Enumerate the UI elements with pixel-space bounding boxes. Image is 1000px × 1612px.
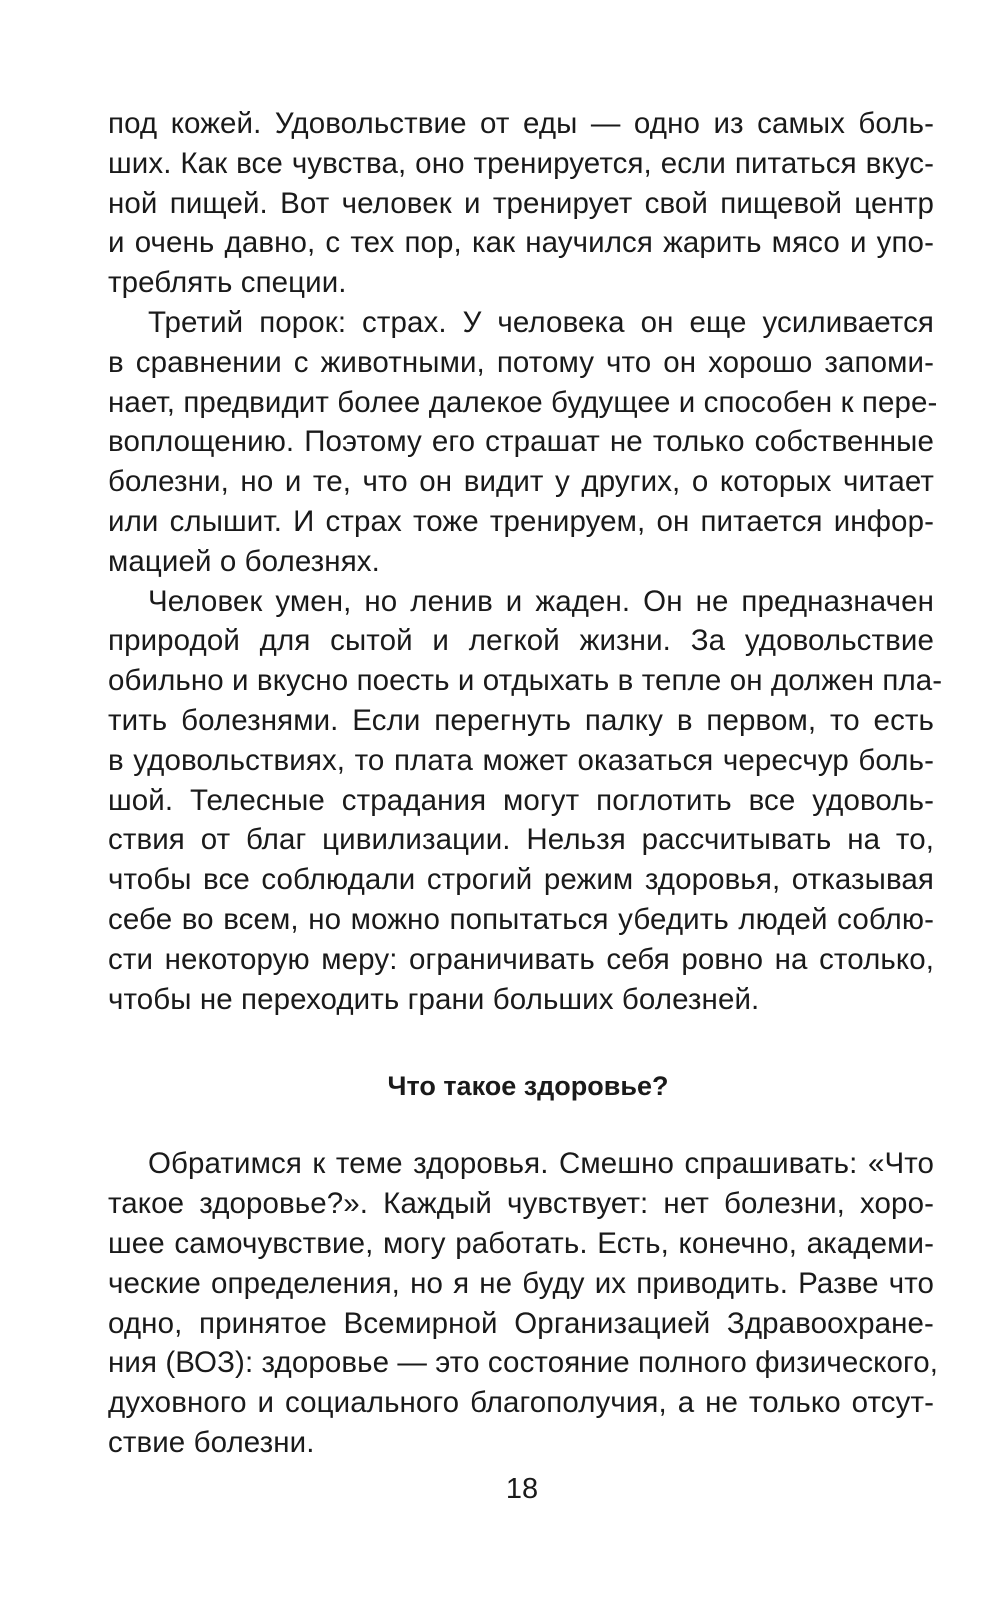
- text-line: чтобы все соблюдали строгий режим здоровья, отказывая: [108, 863, 934, 897]
- paragraph-health-definition: [108, 1144, 939, 1462]
- text-line: одно, принятое Всемирной Организацией Здравоохране-: [108, 1306, 934, 1340]
- paragraph-fear: [108, 303, 938, 582]
- text-line: ших. Как все чувства, оно тренируется, если питаться вкус-: [108, 146, 934, 180]
- text-line: под кожей. Удовольствие от еды — одно из самых боль-: [108, 107, 934, 140]
- text-line: чтобы не переходить грани больших болезней.: [108, 982, 760, 1016]
- text-line: ния (ВОЗ): здоровье — это состояние полного физического,: [108, 1346, 939, 1380]
- text-line: воплощению. Поэтому его страшат не только собственные: [108, 425, 934, 459]
- text-line: шой. Телесные страдания могут поглотить все удоволь-: [108, 783, 934, 817]
- section-heading: Что такое здоровье?: [387, 1071, 669, 1102]
- text-line: тить болезнями. Если перегнуть палку в первом, то есть: [108, 703, 934, 737]
- page-number: 18: [505, 1473, 539, 1505]
- text-line: шее самочувствие, могу работать. Есть, конечно, академи-: [108, 1226, 934, 1260]
- text-line: в сравнении с животными, потому что он хорошо запоми-: [108, 345, 934, 379]
- text-line: ной пищей. Вот человек и тренирует свой пищевой центр: [108, 186, 934, 220]
- text-line: или слышит. И страх тоже тренируем, он питается инфор-: [108, 504, 934, 538]
- text-line: себе во всем, но можно попытаться убедить людей соблю-: [108, 902, 934, 936]
- text-line: природой для сытой и легкой жизни. За удовольствие: [108, 624, 934, 658]
- text-line: треблять специи.: [108, 266, 347, 300]
- page-body: [108, 104, 943, 1463]
- text-line: в удовольствиях, то плата может оказаться чересчур боль-: [108, 743, 934, 777]
- text-line: мацией о болезнях.: [108, 544, 380, 578]
- text-line: ствия от благ цивилизации. Нельзя рассчитывать на то,: [108, 823, 934, 857]
- text-line: Обратимся к теме здоровья. Смешно спрашивать: «Что: [148, 1147, 934, 1181]
- text-line: ствие болезни.: [108, 1425, 315, 1459]
- text-line: нает, предвидит более далекое будущее и способен к пере-: [108, 385, 938, 419]
- paragraph-laziness: [108, 582, 943, 1020]
- text-line: Человек умен, но ленив и жаден. Он не предназначен: [148, 584, 934, 618]
- paragraph-overeating: [108, 104, 934, 303]
- text-line: обильно и вкусно поесть и отдыхать в тепле он должен пла-: [108, 664, 943, 698]
- text-line: Третий порок: страх. У человека он еще усиливается: [148, 305, 934, 339]
- text-line: такое здоровье?». Каждый чувствует: нет болезни, хоро-: [108, 1187, 934, 1221]
- text-line: болезни, но и те, что он видит у других, о которых читает: [108, 465, 934, 499]
- text-line: и очень давно, с тех пор, как научился жарить мясо и упо-: [108, 226, 934, 260]
- text-line: ческие определения, но я не буду их приводить. Разве что: [108, 1266, 934, 1300]
- text-line: сти некоторую меру: ограничивать себя ровно на столько,: [108, 942, 934, 976]
- text-line: духовного и социального благополучия, а не только отсут-: [108, 1386, 934, 1420]
